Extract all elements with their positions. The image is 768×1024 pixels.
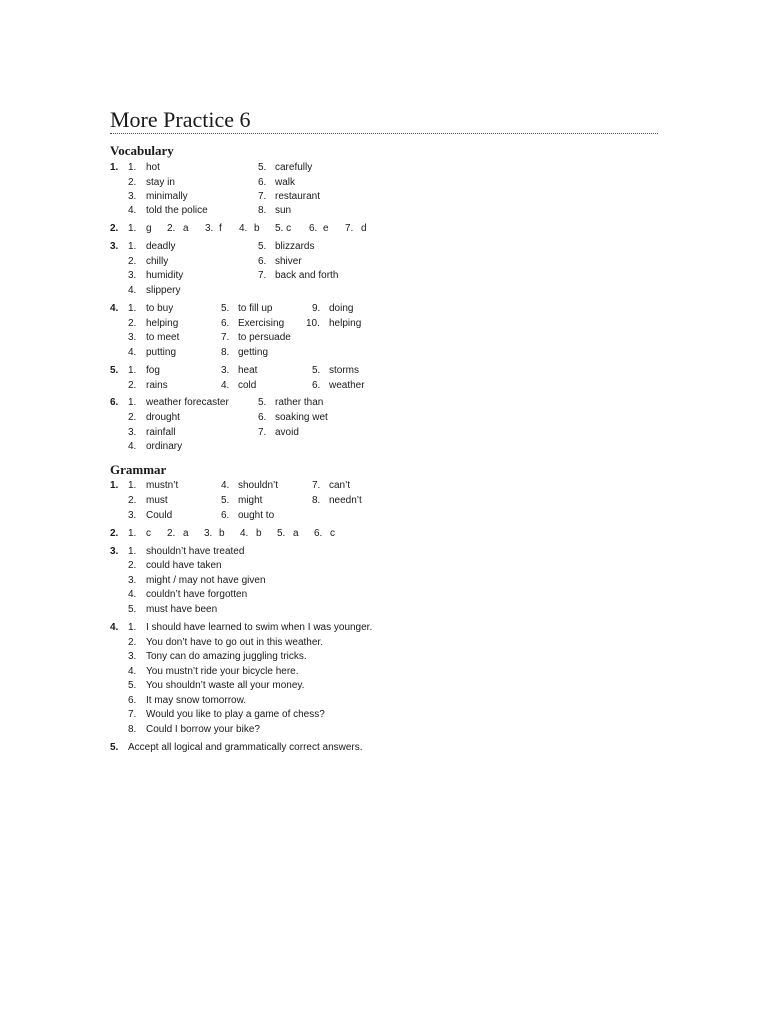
vocab-ex3-item-num: 4. xyxy=(128,285,137,296)
grammar-ex1-item-num: 6. xyxy=(221,510,230,521)
grammar-ex2-item: 6. xyxy=(314,528,323,539)
grammar-ex3-item-num: 3. xyxy=(128,575,137,586)
grammar-ex3-item-num: 5. xyxy=(128,604,137,615)
vocab-ex4-item-num: 8. xyxy=(221,347,230,358)
grammar-ex2-item: 5. xyxy=(277,528,286,539)
vocab-ex6-item-text: weather forecaster xyxy=(146,397,229,408)
vocab-ex3-item-text: slippery xyxy=(146,285,181,296)
grammar-ex4-item-num: 1. xyxy=(128,622,137,633)
vocab-ex1-item-text: sun xyxy=(275,205,292,216)
grammar-ex4-item-num: 2. xyxy=(128,637,137,648)
grammar-ex4-item-num: 5. xyxy=(128,680,137,691)
vocab-ex2-number: 2. xyxy=(110,223,119,234)
vocab-ex3-item-text: deadly xyxy=(146,241,176,252)
vocab-ex1-item-num: 8. xyxy=(258,205,267,216)
vocab-ex6-item-text: rather than xyxy=(275,397,324,408)
vocab-ex1-item-num: 7. xyxy=(258,191,267,202)
vocab-ex5-item-num: 4. xyxy=(221,380,230,391)
vocab-ex4-item-num: 3. xyxy=(128,332,137,343)
vocab-ex3-item-text: blizzards xyxy=(275,241,315,252)
vocab-ex3-item-num: 5. xyxy=(258,241,267,252)
vocab-ex4-item-text: getting xyxy=(238,347,269,358)
vocab-ex1-item-text: walk xyxy=(275,177,296,188)
vocab-ex4-item-text: to buy xyxy=(146,303,174,314)
vocab-ex6-number: 6. xyxy=(110,397,119,408)
vocab-ex2-item: 5. c xyxy=(275,223,292,234)
grammar-ex3-item-num: 4. xyxy=(128,589,137,600)
grammar-ex2-item: 4. xyxy=(240,528,249,539)
vocab-ex4-item-num: 7. xyxy=(221,332,230,343)
vocab-ex3-item-text: back and forth xyxy=(275,270,339,281)
vocab-ex3-item-text: shiver xyxy=(275,256,302,267)
vocab-ex2-item: 6. xyxy=(309,223,318,234)
grammar-ex1-item-num: 5. xyxy=(221,495,230,506)
vocab-ex6-item-text: ordinary xyxy=(146,441,183,452)
vocab-ex4-item-text: to persuade xyxy=(238,332,291,343)
vocab-ex5-item-text: cold xyxy=(238,380,257,391)
vocab-ex4-item-num: 2. xyxy=(128,318,137,329)
grammar-ex1-item-num: 7. xyxy=(312,480,321,491)
grammar-ex2-item: a xyxy=(293,528,299,539)
vocab-ex5-item-num: 1. xyxy=(128,365,137,376)
title-rule xyxy=(110,133,658,134)
grammar-ex4-item-text: It may snow tomorrow. xyxy=(146,695,247,706)
grammar-ex3-item-text: could have taken xyxy=(146,560,222,571)
vocab-ex1-item-num: 4. xyxy=(128,205,137,216)
grammar-ex2-item: b xyxy=(219,528,225,539)
vocab-ex5-item-text: rains xyxy=(146,380,168,391)
grammar-ex1-item-text: needn’t xyxy=(329,495,362,506)
vocab-ex4-item-num: 9. xyxy=(312,303,321,314)
grammar-ex2-item: b xyxy=(256,528,262,539)
grammar-ex3-item-text: couldn’t have forgotten xyxy=(146,589,248,600)
vocab-ex2-item: 1. xyxy=(128,223,137,234)
vocab-ex1-item-num: 6. xyxy=(258,177,267,188)
grammar-heading: Grammar xyxy=(110,462,167,477)
vocab-ex5-item-text: weather xyxy=(329,380,365,391)
vocab-ex4-item-num: 1. xyxy=(128,303,137,314)
grammar-ex1-item-num: 2. xyxy=(128,495,137,506)
vocab-ex2-item: f xyxy=(219,223,222,234)
grammar-ex4-number: 4. xyxy=(110,622,119,633)
grammar-ex4-item-text: You mustn’t ride your bicycle here. xyxy=(146,666,299,677)
grammar-ex4-item-text: I should have learned to swim when I was younger. xyxy=(146,622,373,633)
vocab-ex4-item-text: to meet xyxy=(146,332,180,343)
vocabulary-heading: Vocabulary xyxy=(110,143,174,158)
grammar-ex1-item-num: 3. xyxy=(128,510,137,521)
vocab-ex2-item: a xyxy=(183,223,189,234)
vocab-ex2-item: 4. xyxy=(239,223,248,234)
vocab-ex1-item-num: 5. xyxy=(258,162,267,173)
grammar-ex1-item-num: 1. xyxy=(128,480,137,491)
vocab-ex5-item-text: fog xyxy=(146,365,160,376)
vocab-ex3-item-num: 2. xyxy=(128,256,137,267)
vocab-ex6-item-num: 3. xyxy=(128,427,137,438)
grammar-ex2-item: 1. xyxy=(128,528,137,539)
grammar-ex2-item: c xyxy=(146,528,151,539)
vocab-ex4-item-text: helping xyxy=(329,318,362,329)
grammar-ex4-item-num: 4. xyxy=(128,666,137,677)
grammar-ex5-text: Accept all logical and grammatically correct answers. xyxy=(128,742,363,753)
vocab-ex1-item-text: stay in xyxy=(146,177,175,188)
vocab-ex5-item-num: 3. xyxy=(221,365,230,376)
vocab-ex2-item: 3. xyxy=(205,223,214,234)
vocab-ex5-item-num: 5. xyxy=(312,365,321,376)
grammar-ex3-item-text: shouldn’t have treated xyxy=(146,546,245,557)
vocab-ex5-number: 5. xyxy=(110,365,119,376)
vocab-ex6-item-text: avoid xyxy=(275,427,299,438)
grammar-ex4-item-text: Would you like to play a game of chess? xyxy=(146,709,325,720)
grammar-ex3-item-num: 1. xyxy=(128,546,137,557)
grammar-ex1-item-text: must xyxy=(146,495,168,506)
vocab-ex4-item-text: helping xyxy=(146,318,179,329)
grammar-ex1-item-text: ought to xyxy=(238,510,275,521)
vocab-ex4-item-num: 6. xyxy=(221,318,230,329)
vocab-ex6-item-text: drought xyxy=(146,412,180,423)
vocab-ex2-item: e xyxy=(323,223,329,234)
grammar-ex1-item-num: 8. xyxy=(312,495,321,506)
vocab-ex3-item-num: 3. xyxy=(128,270,137,281)
vocab-ex2-item: d xyxy=(361,223,367,234)
vocab-ex1-item-num: 2. xyxy=(128,177,137,188)
grammar-ex4-item-text: You shouldn’t waste all your money. xyxy=(146,680,305,691)
vocab-ex6-item-text: soaking wet xyxy=(275,412,328,423)
vocab-ex2-item: b xyxy=(254,223,260,234)
vocab-ex6-item-num: 5. xyxy=(258,397,267,408)
grammar-ex2-item: c xyxy=(330,528,335,539)
grammar-ex4-item-num: 6. xyxy=(128,695,137,706)
grammar-ex1-item-num: 4. xyxy=(221,480,230,491)
vocab-ex1-number: 1. xyxy=(110,162,119,173)
vocab-ex1-item-text: restaurant xyxy=(275,191,321,202)
grammar-ex1-item-text: might xyxy=(238,495,263,506)
grammar-ex2-item: 2. xyxy=(167,528,176,539)
vocab-ex6-item-num: 6. xyxy=(258,412,267,423)
vocab-ex4-item-text: Exercising xyxy=(238,318,285,329)
vocab-ex1-item-num: 3. xyxy=(128,191,137,202)
grammar-ex1-number: 1. xyxy=(110,480,119,491)
grammar-ex1-item-text: shouldn’t xyxy=(238,480,279,491)
vocab-ex5-item-text: storms xyxy=(329,365,359,376)
grammar-ex3-item-text: might / may not have given xyxy=(146,575,266,586)
vocab-ex3-item-num: 6. xyxy=(258,256,267,267)
grammar-ex4-item-text: You don’t have to go out in this weather. xyxy=(146,637,323,648)
vocab-ex2-item: 7. xyxy=(345,223,354,234)
vocab-ex6-item-text: rainfall xyxy=(146,427,176,438)
vocab-ex4-item-text: putting xyxy=(146,347,177,358)
grammar-ex5-number: 5. xyxy=(110,742,119,753)
vocab-ex5-item-text: heat xyxy=(238,365,258,376)
grammar-ex1-item-text: mustn’t xyxy=(146,480,179,491)
vocab-ex5-item-num: 2. xyxy=(128,380,137,391)
grammar-ex1-item-text: can’t xyxy=(329,480,351,491)
grammar-ex4-item-num: 3. xyxy=(128,651,137,662)
vocab-ex1-item-text: minimally xyxy=(146,191,188,202)
grammar-ex4-item-num: 8. xyxy=(128,724,137,735)
grammar-ex2-number: 2. xyxy=(110,528,119,539)
vocab-ex4-number: 4. xyxy=(110,303,119,314)
vocab-ex3-item-num: 1. xyxy=(128,241,137,252)
vocab-ex6-item-num: 2. xyxy=(128,412,137,423)
vocab-ex4-item-text: doing xyxy=(329,303,354,314)
vocab-ex2-item: g xyxy=(146,223,152,234)
vocab-ex1-item-text: told the police xyxy=(146,205,208,216)
grammar-ex2-item: 3. xyxy=(204,528,213,539)
vocab-ex6-item-num: 4. xyxy=(128,441,137,452)
vocab-ex1-item-num: 1. xyxy=(128,162,137,173)
vocab-ex4-item-text: to fill up xyxy=(238,303,273,314)
vocab-ex3-number: 3. xyxy=(110,241,119,252)
vocab-ex4-item-num: 5. xyxy=(221,303,230,314)
vocab-ex5-item-num: 6. xyxy=(312,380,321,391)
grammar-ex1-item-text: Could xyxy=(146,510,173,521)
vocab-ex1-item-text: carefully xyxy=(275,162,313,173)
vocab-ex4-item-num: 4. xyxy=(128,347,137,358)
vocab-ex4-item-num: 10. xyxy=(306,318,320,329)
grammar-ex3-item-num: 2. xyxy=(128,560,137,571)
vocab-ex3-item-num: 7. xyxy=(258,270,267,281)
page-title: More Practice 6 xyxy=(110,107,251,132)
vocab-ex1-item-text: hot xyxy=(146,162,160,173)
grammar-ex2-item: a xyxy=(183,528,189,539)
grammar-ex4-item-text: Tony can do amazing juggling tricks. xyxy=(146,651,307,662)
vocab-ex6-item-num: 1. xyxy=(128,397,137,408)
grammar-ex3-item-text: must have been xyxy=(146,604,218,615)
grammar-ex3-number: 3. xyxy=(110,546,119,557)
grammar-ex4-item-text: Could I borrow your bike? xyxy=(146,724,260,735)
vocab-ex2-item: 2. xyxy=(167,223,176,234)
grammar-ex4-item-num: 7. xyxy=(128,709,137,720)
vocab-ex3-item-text: humidity xyxy=(146,270,184,281)
vocab-ex6-item-num: 7. xyxy=(258,427,267,438)
vocab-ex3-item-text: chilly xyxy=(146,256,169,267)
